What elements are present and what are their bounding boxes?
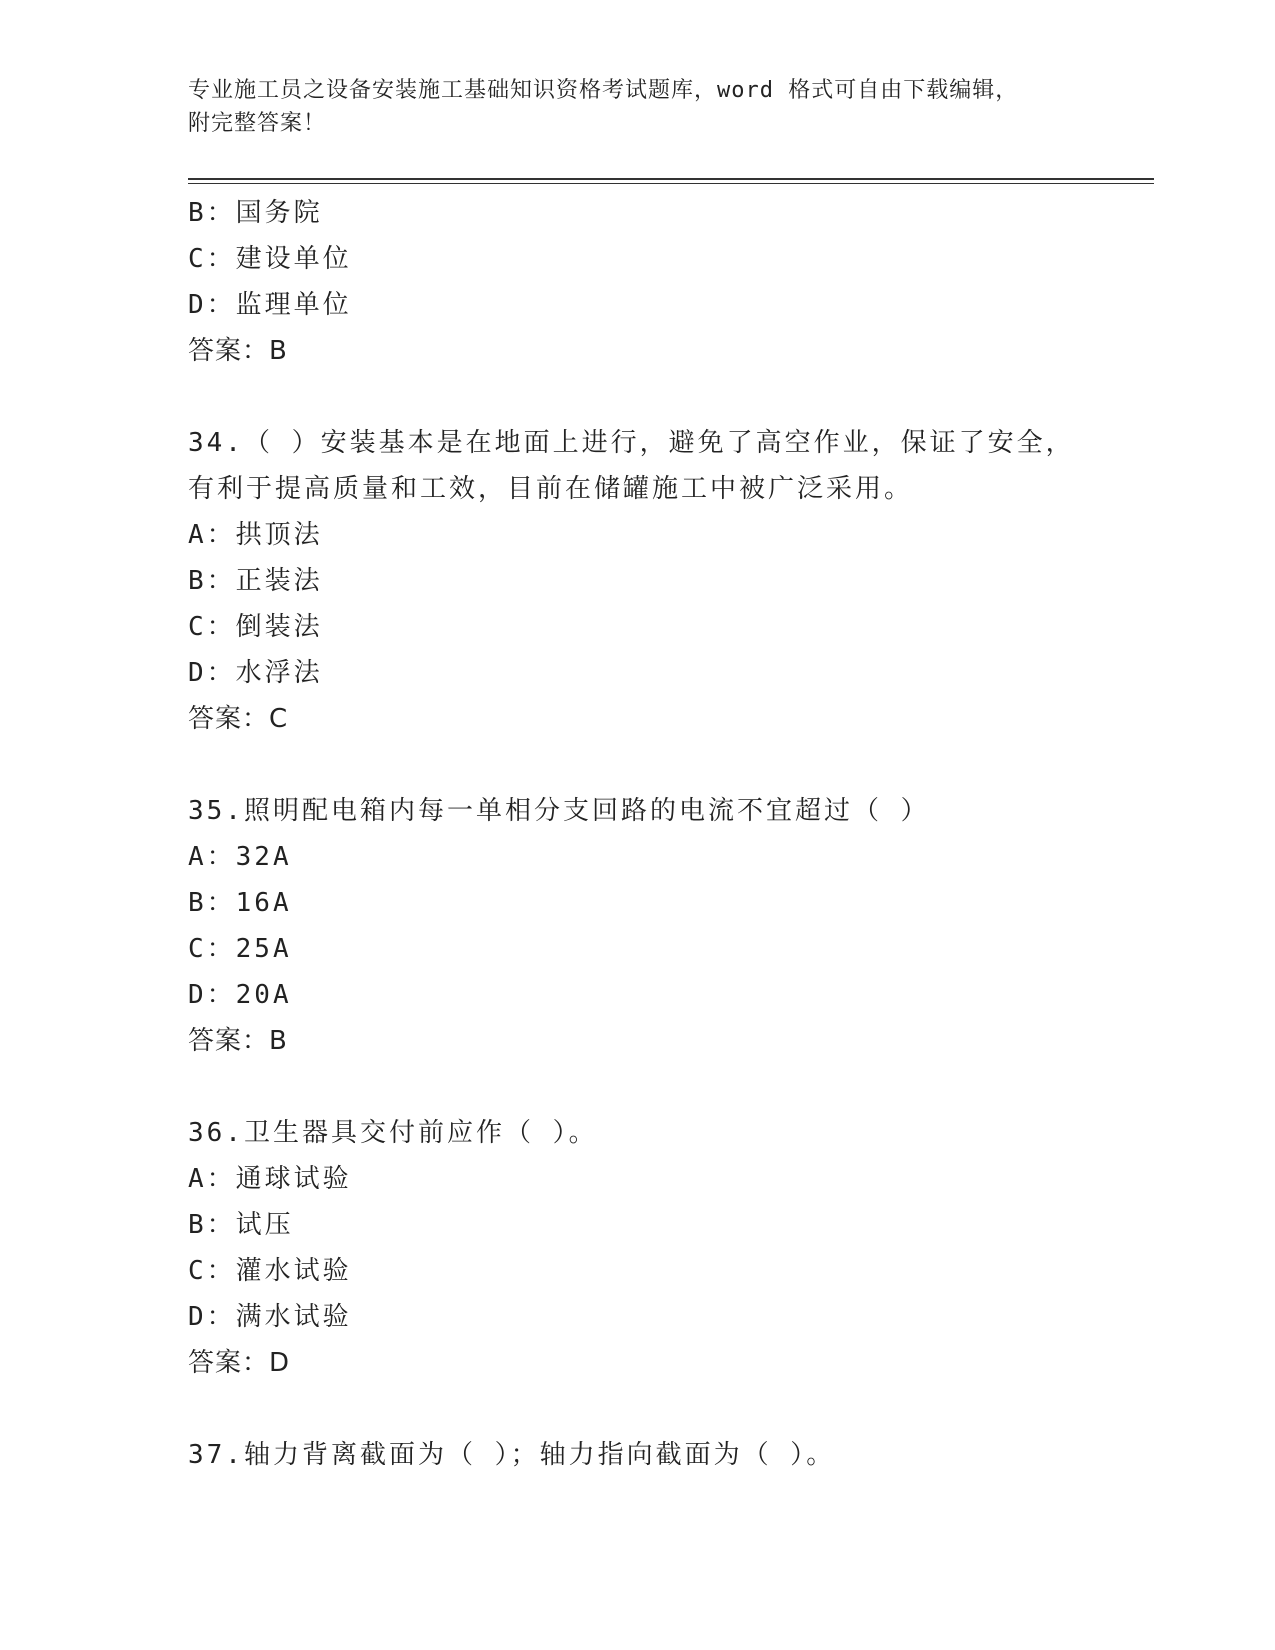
question-list [188, 190, 1118, 1478]
question-spacer [188, 374, 1118, 420]
question-spacer [188, 742, 1118, 788]
question-stem: 37.轴力背离截面为（ ）；轴力指向截面为（ ）。 [188, 1440, 836, 1470]
option-a: A：32A [188, 842, 292, 872]
option-c: C：建设单位 [188, 244, 352, 274]
document-header [188, 74, 1088, 140]
option-a: A：拱顶法 [188, 520, 323, 550]
answer-line: 答案：B [188, 336, 288, 366]
option-d: D：20A [188, 980, 292, 1010]
question-36 [188, 1110, 1118, 1386]
option-b: B：16A [188, 888, 292, 918]
question-stem: 36.卫生器具交付前应作（ ）。 [188, 1118, 598, 1148]
question-37 [188, 1432, 1118, 1478]
answer-line: 答案：C [188, 704, 289, 734]
option-b: B：国务院 [188, 198, 323, 228]
question-35 [188, 788, 1118, 1064]
question-34 [188, 420, 1118, 742]
question-stem: 35.照明配电箱内每一单相分支回路的电流不宜超过（ ） [188, 796, 930, 826]
header-divider-thin [188, 183, 1154, 184]
question-stem: 34.（ ）安装基本是在地面上进行，避免了高空作业，保证了安全， [188, 428, 1075, 458]
option-b: B：试压 [188, 1210, 294, 1240]
question-spacer [188, 1064, 1118, 1110]
option-c: C：倒装法 [188, 612, 323, 642]
option-d: D：满水试验 [188, 1302, 352, 1332]
header-line-1: 专业施工员之设备安装施工基础知识资格考试题库，word 格式可自由下载编辑， [188, 78, 1019, 103]
option-c: C：25A [188, 934, 292, 964]
header-line-2: 附完整答案！ [188, 111, 327, 136]
option-c: C：灌水试验 [188, 1256, 352, 1286]
question-spacer [188, 1386, 1118, 1432]
question-33 [188, 190, 1118, 374]
question-stem-continued: 有利于提高质量和工效，目前在储罐施工中被广泛采用。 [188, 474, 914, 504]
option-a: A：通球试验 [188, 1164, 352, 1194]
option-d: D：水浮法 [188, 658, 323, 688]
answer-line: 答案：D [188, 1348, 291, 1378]
option-b: B：正装法 [188, 566, 323, 596]
answer-line: 答案：B [188, 1026, 288, 1056]
header-divider-thick [188, 178, 1154, 180]
option-d: D：监理单位 [188, 290, 352, 320]
